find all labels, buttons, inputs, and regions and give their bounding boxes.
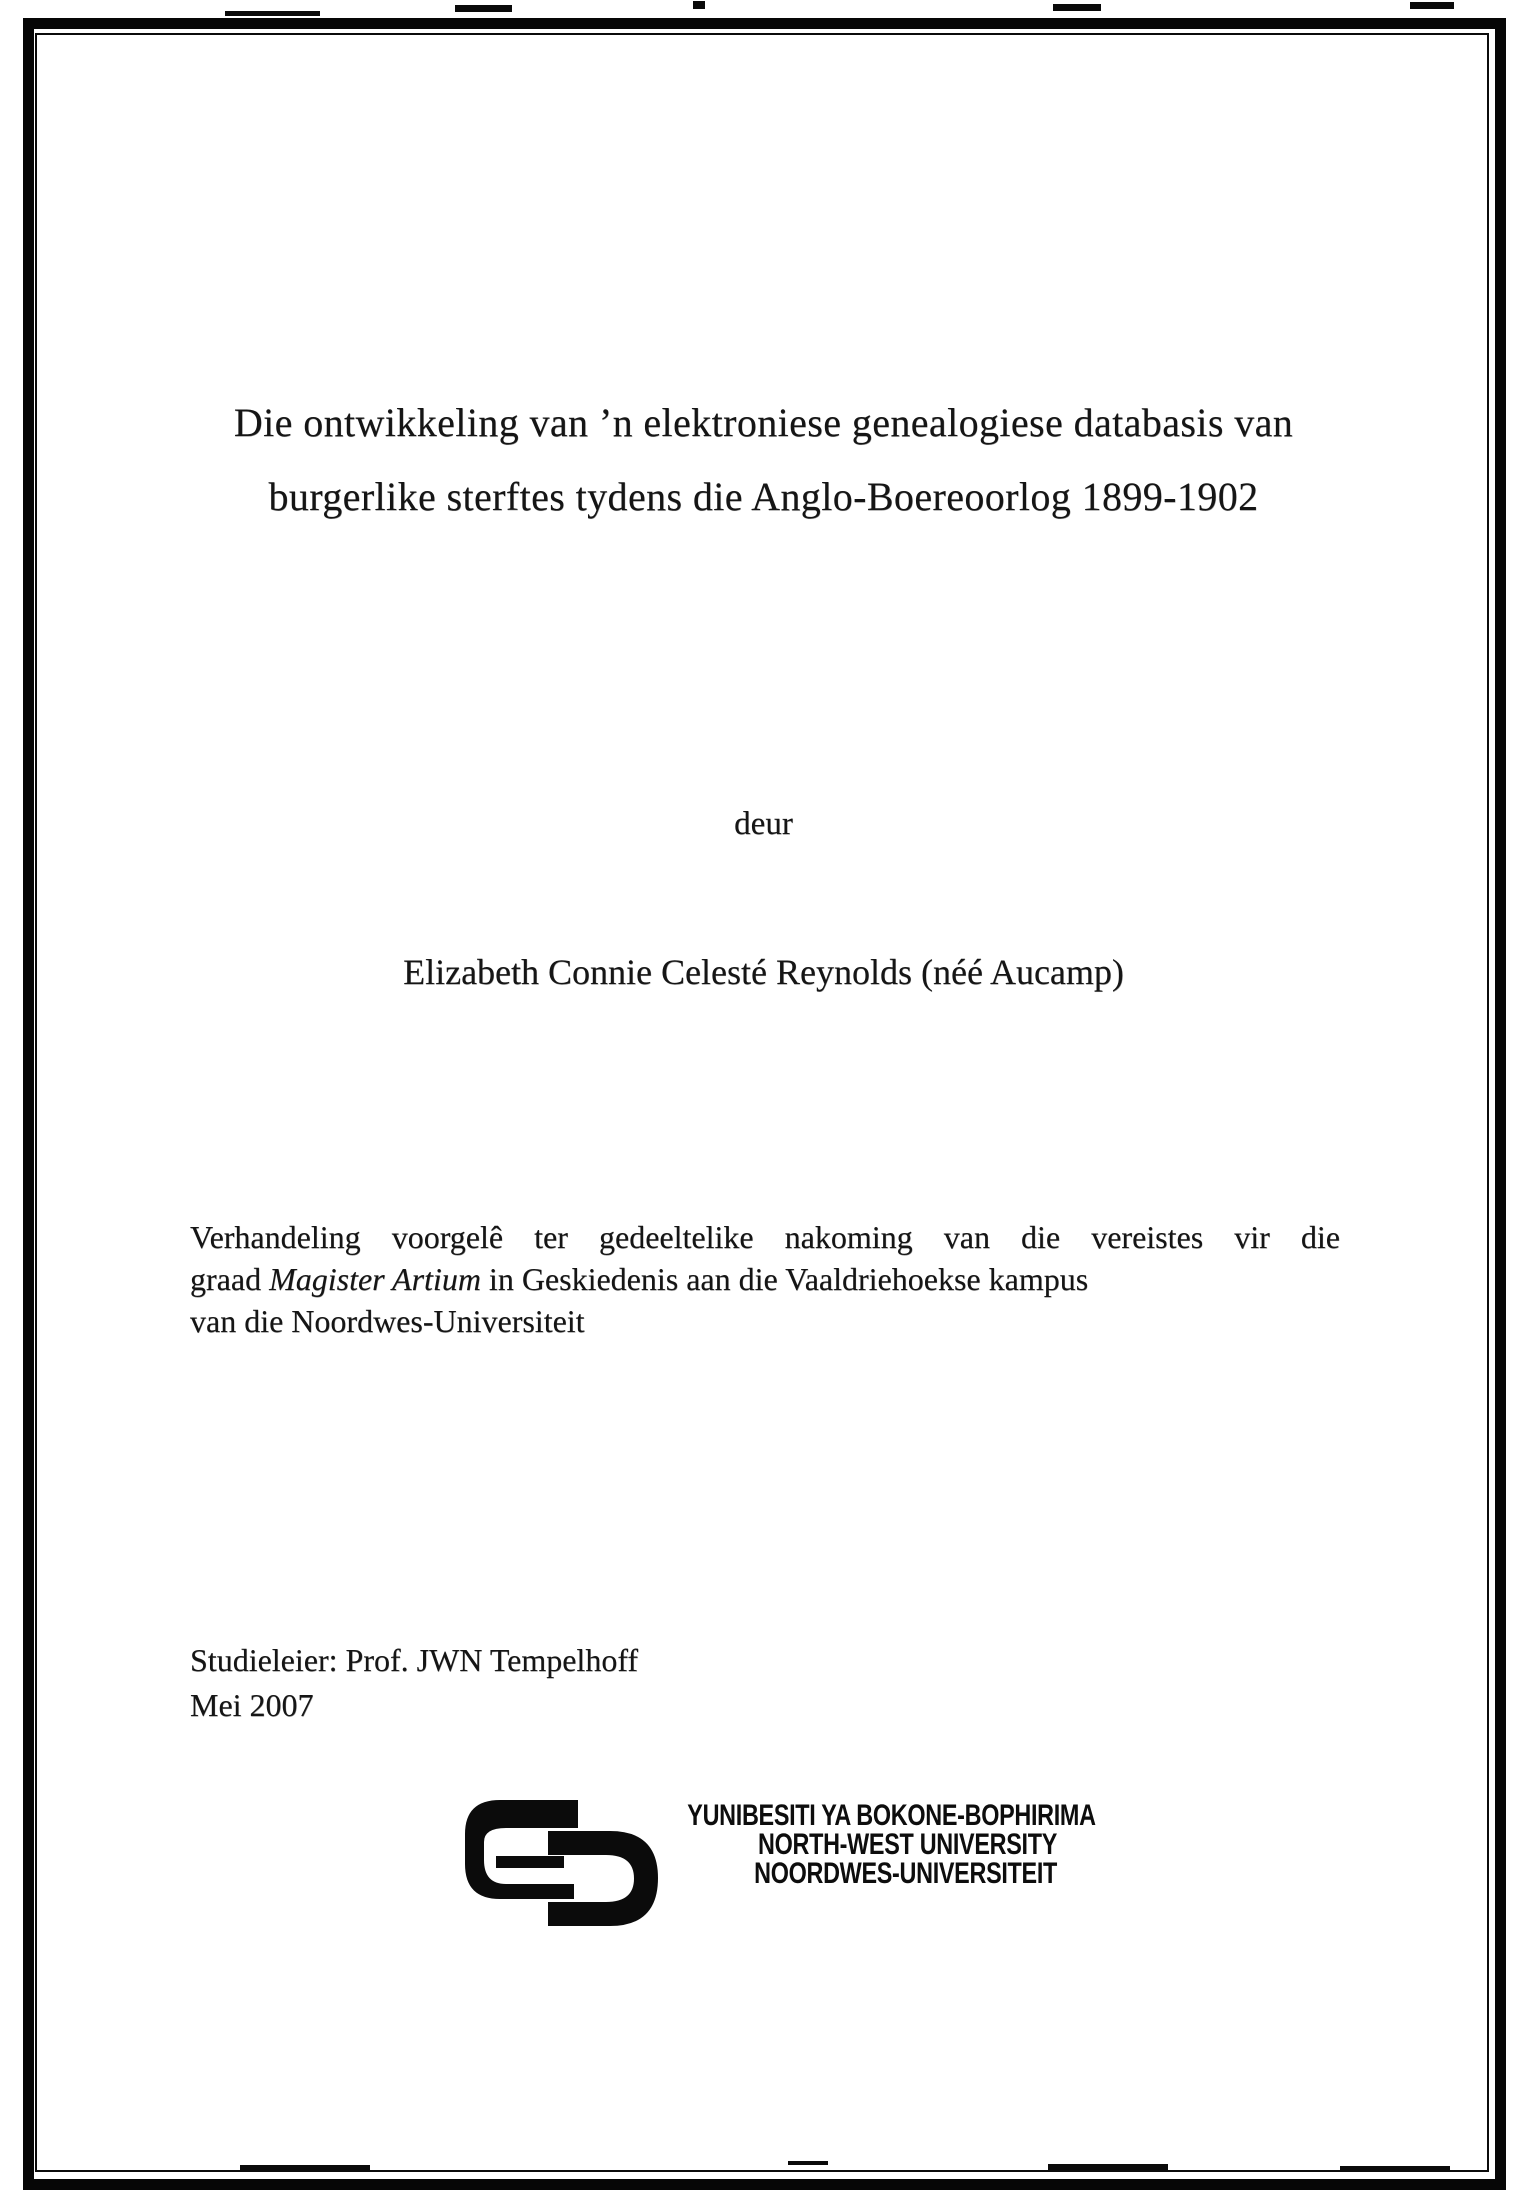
statement-line-2-post: in Geskiedenis aan die Vaaldriehoekse kampus — [480, 1261, 1089, 1297]
statement-line-2-pre: graad — [190, 1261, 270, 1297]
university-name-block — [583, 1799, 1096, 1890]
statement-line-1: Verhandeling voorgelê ter gedeeltelike nakoming van die vereistes vir die — [190, 1219, 1340, 1255]
university-name-setswana: YUNIBESITI YA BOKONE-BOPHIRIMA — [687, 1799, 1096, 1832]
scan-artifact — [1410, 2, 1454, 9]
statement-line-2-degree: Magister Artium — [269, 1261, 481, 1297]
scan-artifact — [1053, 4, 1101, 11]
title-line-2: burgerlike sterftes tydens die Anglo-Boereoorlog 1899-1902 — [268, 474, 1259, 519]
scan-artifact — [455, 5, 512, 12]
thesis-title — [190, 386, 1337, 534]
statement-line-2 — [190, 1258, 1340, 1300]
scan-artifact — [693, 1, 705, 9]
supervisor-block — [190, 1638, 638, 1728]
scan-artifact — [225, 11, 320, 16]
statement-line-3: van die Noordwes-Universiteit — [190, 1303, 585, 1339]
title-line-1: Die ontwikkeling van ’n elektroniese genealogiese databasis van — [233, 400, 1294, 445]
author-name: Elizabeth Connie Celesté Reynolds (néé Aucamp) — [403, 952, 1124, 992]
date-line: Mei 2007 — [190, 1687, 314, 1723]
degree-statement — [190, 1216, 1340, 1342]
byline-label: deur — [734, 806, 793, 842]
university-name-english: NORTH-WEST UNIVERSITY — [758, 1828, 1057, 1861]
university-name-afrikaans: NOORDWES-UNIVERSITEIT — [754, 1857, 1057, 1890]
supervisor-line: Studieleier: Prof. JWN Tempelhoff — [190, 1642, 639, 1678]
